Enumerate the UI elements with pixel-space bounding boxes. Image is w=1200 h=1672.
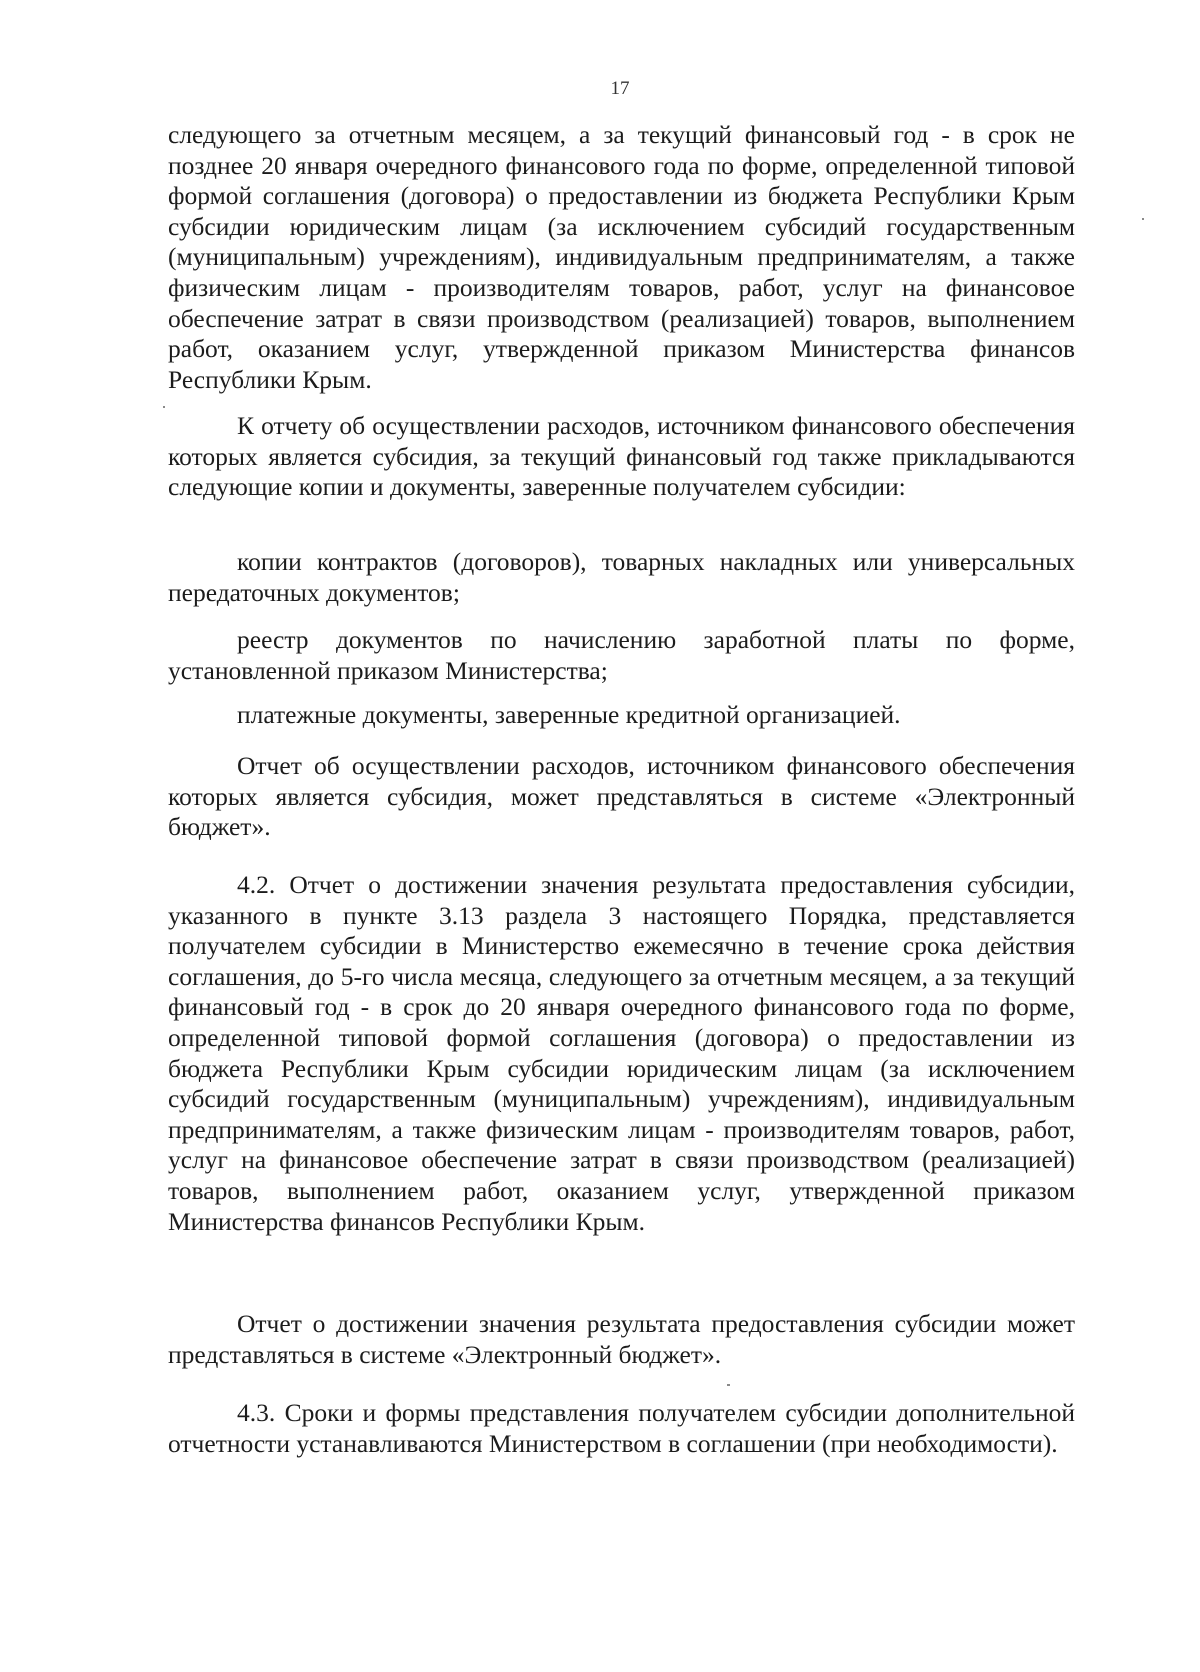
page-number: 17 <box>610 78 630 99</box>
paragraph-continuation-reporting-deadline: следующего за отчетным месяцем, а за текущий финансовый год - в срок не позднее 20 января очередного финансового года по форме, определенной типовой формой соглашения (договора) о предоставлении из бюджета Республики Крым субсидии юридическим лицам (за исключением субсидий государственным (муниципальным) учреждениям), индивидуальным предпринимателям, а также физическим лицам - производителям товаров, работ, услуг на финансовое обеспечение затрат в связи производством (реализацией) товаров, выполнением работ, оказанием услуг, утвержденной приказом Министерства финансов Республики Крым. <box>168 120 1075 394</box>
list-item-payroll-register: реестр документов по начислению заработной платы по форме, установленной приказом Министерства; <box>168 625 1075 685</box>
paragraph-electronic-budget-expenses: Отчет об осуществлении расходов, источником финансового обеспечения которых является субсидия, может представляться в системе «Электронный бюджет». <box>168 751 1075 842</box>
scan-speck <box>163 406 165 408</box>
list-item-contract-copies: копии контрактов (договоров), товарных накладных или универсальных передаточных документов; <box>168 547 1075 607</box>
paragraph-section-4-2: 4.2. Отчет о достижении значения результата предоставления субсидии, указанного в пункте 3.13 раздела 3 настоящего Порядка, представляется получателем субсидии в Министерство ежемесячно в течение срока действия соглашения, до 5-го числа месяца, следующего за отчетным месяцем, а за текущий финансовый год - в срок до 20 января очередного финансового года по форме, определенной типовой формой соглашения (договора) о предоставлении из бюджета Республики Крым субсидии юридическим лицам (за исключением субсидий государственным (муниципальным) учреждениям), индивидуальным предпринимателям, а также физическим лицам - производителям товаров, работ, услуг на финансовое обеспечение затрат в связи производством (реализацией) товаров, выполнением работ, оказанием услуг, утвержденной приказом Министерства финансов Республики Крым. <box>168 870 1075 1236</box>
list-item-payment-documents: платежные документы, заверенные кредитной организацией. <box>237 700 901 729</box>
scan-speck <box>1142 218 1144 220</box>
paragraph-electronic-budget-result: Отчет о достижении значения результата предоставления субсидии может представляться в системе «Электронный бюджет». <box>168 1309 1075 1369</box>
paragraph-report-attachments: К отчету об осуществлении расходов, источником финансового обеспечения которых является субсидия, за текущий финансовый год также прикладываются следующие копии и документы, заверенные получателем субсидии: <box>168 411 1075 502</box>
paragraph-section-4-3: 4.3. Сроки и формы представления получателем субсидии дополнительной отчетности устанавливаются Министерством в соглашении (при необходимости). <box>168 1398 1075 1458</box>
scan-speck <box>727 1384 730 1386</box>
